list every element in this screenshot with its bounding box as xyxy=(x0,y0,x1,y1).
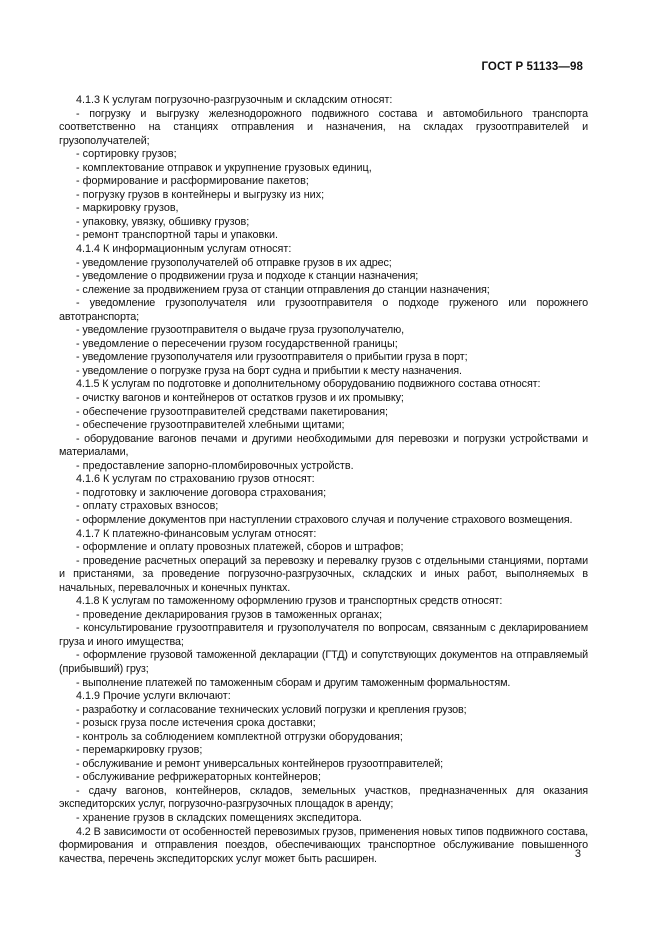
list-item: - уведомление грузополучателя или грузоотправителя о подходе груженого или порожнего автотранспорта; xyxy=(59,297,588,323)
list-item: - оформление грузовой таможенной декларации (ГТД) и сопутствующих документов на отправляемый (прибывший) груз; xyxy=(59,649,588,675)
list-item: - хранение грузов в складских помещениях экспедитора. xyxy=(76,811,362,824)
list-item: - обслуживание рефрижераторных контейнеров; xyxy=(76,771,322,784)
list-item: - оплату страховых взносов; xyxy=(76,500,219,513)
list-item: - погрузку и выгрузку железнодорожного подвижного состава и автомобильного транспорта соответственно на станциях отправления и назначения, на складах грузоотправителей и грузополучателей; xyxy=(59,107,588,147)
list-item: - очистку вагонов и контейнеров от остатков грузов и их промывку; xyxy=(76,392,404,405)
section-paragraph: 4.1.8 К услугам по таможенному оформлению грузов и транспортных средств относят: xyxy=(76,595,503,608)
list-item: - слежение за продвижением груза от станции отправления до станции назначения; xyxy=(76,283,490,296)
list-item: - сдачу вагонов, контейнеров, складов, земельных участков, предназначенных для оказания экспедиторских услуг, погрузочно-разгрузочных площадок в аренду; xyxy=(59,784,588,811)
page-number: 3 xyxy=(574,848,581,860)
document-body xyxy=(59,94,588,866)
section-paragraph: 4.1.3 К услугам погрузочно-разгрузочным и складским относят: xyxy=(76,94,393,106)
list-item: - уведомление грузополучателя или грузоотправителя о прибытии груза в порт; xyxy=(76,351,468,364)
list-item: - контроль за соблюдением комплектной отгрузки оборудования; xyxy=(76,730,403,743)
list-item: - уведомление о погрузке груза на борт судна и прибытии к месту назначения. xyxy=(76,364,462,377)
list-item: - выполнение платежей по таможенным сборам и другим таможенным формальностям. xyxy=(76,676,511,689)
list-item: - проведение декларирования грузов в таможенных органах; xyxy=(76,608,383,621)
list-item: - разработку и согласование технических условий погрузки и крепления грузов; xyxy=(76,703,467,716)
section-paragraph: 4.2 В зависимости от особенностей перевозимых грузов, применения новых типов подвижного состава, формирования и отправления поездов, обеспечивающих транспортное обслуживание повышенного качества, перечень экспедиторских услуг может быть расширен. xyxy=(59,825,588,865)
list-item: - погрузку грузов в контейнеры и выгрузку из них; xyxy=(76,188,325,201)
list-item: - уведомление о продвижении груза и подходе к станции назначения; xyxy=(76,270,419,283)
list-item: - оформление и оплату провозных платежей, сборов и штрафов; xyxy=(76,541,404,554)
list-item: - перемаркировку грузов; xyxy=(76,744,203,757)
list-item: - оформление документов при наступлении страхового случая и получение страхового возмещения. xyxy=(76,513,573,526)
list-item: - обеспечение грузоотправителей хлебными щитами; xyxy=(76,419,345,432)
list-item: - подготовку и заключение договора страхования; xyxy=(76,486,327,499)
list-item: - комплектование отправок и укрупнение грузовых единиц, xyxy=(76,161,372,174)
section-paragraph: 4.1.7 К платежно-финансовым услугам относят: xyxy=(76,527,317,540)
list-item: - розыск груза после истечения срока доставки; xyxy=(76,717,316,730)
document-header-title: ГОСТ Р 51133—98 xyxy=(481,61,583,73)
section-paragraph: 4.1.6 К услугам по страхованию грузов относят: xyxy=(76,473,315,486)
list-item: - маркировку грузов, xyxy=(76,202,179,215)
list-item: - уведомление грузоотправителя о выдаче груза грузополучателю, xyxy=(76,324,404,337)
list-item: - уведомление грузополучателей об отправке грузов в их адрес; xyxy=(76,256,392,269)
list-item: - уведомление о пересечении грузом государственной границы; xyxy=(76,337,398,350)
section-paragraph: 4.1.4 К информационным услугам относят: xyxy=(76,243,292,256)
section-paragraph: 4.1.9 Прочие услуги включают: xyxy=(76,690,231,703)
list-item: - предоставление запорно-пломбировочных устройств. xyxy=(76,459,354,472)
list-item: - сортировку грузов; xyxy=(76,148,177,161)
list-item: - обслуживание и ремонт универсальных контейнеров грузоотправителей; xyxy=(76,757,444,770)
list-item: - формирование и расформирование пакетов; xyxy=(76,175,309,188)
list-item: - консультирование грузоотправителя и грузополучателя по вопросам, связанным с декларированием груза и иного имущества; xyxy=(59,622,588,648)
list-item: - ремонт транспортной тары и упаковки. xyxy=(76,229,279,242)
list-item: - проведение расчетных операций за перевозку и перевалку грузов с отдельными станциями, портами и пристанями, за проведение погрузочно-разгрузочных, складских и иных работ, выполняемых в начальных, перевалочных и конечных пунктах. xyxy=(59,554,588,594)
list-item: - оборудование вагонов печами и другими необходимыми для перевозки и погрузки устройствами и материалами, xyxy=(59,432,588,459)
list-item: - упаковку, увязку, обшивку грузов; xyxy=(76,215,250,228)
section-paragraph: 4.1.5 К услугам по подготовке и дополнительному оборудованию подвижного состава относят: xyxy=(76,378,541,391)
list-item: - обеспечение грузоотправителей средствами пакетирования; xyxy=(76,405,389,418)
